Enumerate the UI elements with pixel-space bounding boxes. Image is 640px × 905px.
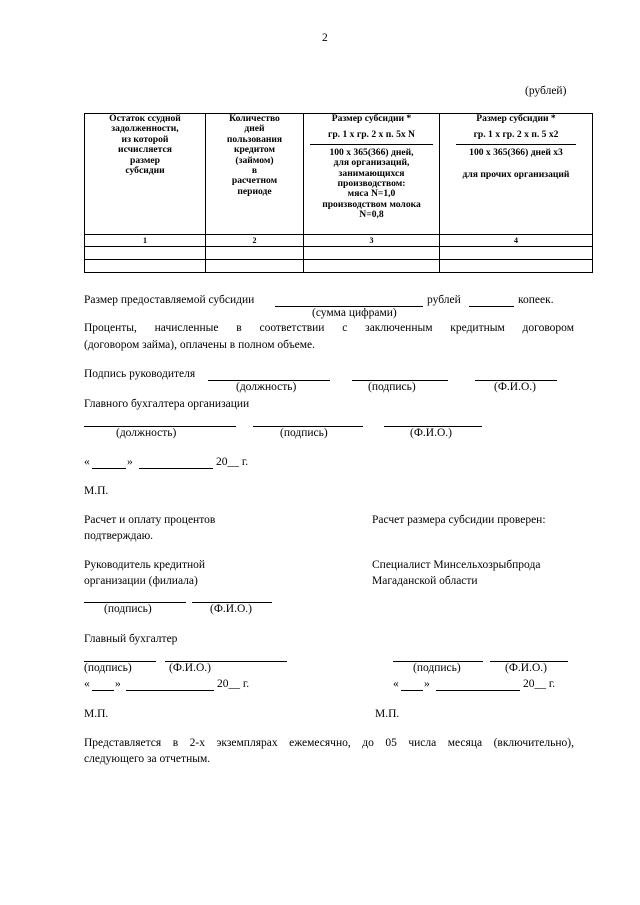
org-accountant-name-caption: (Ф.И.О.) [410, 427, 452, 439]
page-number: 2 [322, 32, 328, 44]
interest-paragraph-line-1: Проценты, начисленные в соответствии с заключенным кредитным договором [84, 322, 574, 334]
kopecks-label: копеек. [518, 294, 554, 306]
bank-accountant-signature-caption: (подпись) [84, 662, 132, 674]
kopecks-field [469, 306, 514, 307]
head-name-caption: (Ф.И.О.) [494, 381, 536, 393]
org-accountant-label: Главного бухгалтера организации [84, 398, 250, 410]
fraction-line [310, 144, 433, 145]
right-date-year: 20__ г. [523, 678, 556, 690]
units-label: (рублей) [525, 85, 567, 97]
sum-caption: (сумма цифрами) [312, 307, 397, 319]
fraction-line [456, 144, 576, 145]
subsidy-label: Размер предоставляемой субсидии [84, 294, 255, 306]
bank-accountant-label: Главный бухгалтер [84, 633, 178, 645]
footer-line-2: следующего за отчетным. [84, 753, 211, 765]
header-col-3: Размер субсидии * гр. 1 х гр. 2 х п. 5х N 100 х 365(366) дней, для организаций, занимающихся производством: мяса N=1,0 производством молока N=0,8 [304, 114, 440, 235]
left-date-year: 20__ г. [217, 678, 250, 690]
header-col-4: Размер субсидии * гр. 1 х гр. 2 х п. 5 х2 100 х 365(366) дней х3 для прочих организаций [440, 114, 593, 235]
subsidy-table [84, 113, 593, 273]
date-open-quote: « [84, 456, 90, 468]
date-month-field [139, 468, 213, 469]
head-signature-label: Подпись руководителя [84, 368, 196, 380]
right-date-day-field [401, 690, 423, 691]
right-date-open: « [393, 678, 399, 690]
rubles-label: рублей [427, 294, 461, 306]
left-date-open: « [84, 678, 90, 690]
confirm-line-1: Расчет и оплату процентов [84, 514, 216, 526]
bank-head-line-2: организации (филиала) [84, 575, 198, 587]
column-number-row: 1 2 3 4 [85, 235, 593, 247]
table-row [85, 260, 593, 273]
bank-accountant-name-caption: (Ф.И.О.) [169, 662, 211, 674]
bank-head-name-caption: (Ф.И.О.) [210, 603, 252, 615]
table-header-row [85, 114, 593, 235]
org-accountant-signature-caption: (подпись) [280, 427, 328, 439]
right-date-close: » [424, 678, 430, 690]
interest-paragraph-line-2: (договором займа), оплачены в полном объеме. [84, 339, 316, 351]
date-year: 20__ г. [216, 456, 249, 468]
specialist-signature-caption: (подпись) [413, 662, 461, 674]
specialist-line-2: Магаданской области [372, 575, 478, 587]
confirm-line-2: подтверждаю. [84, 530, 154, 542]
footer-line-1: Представляется в 2-х экземплярах ежемесячно, до 05 числа месяца (включительно), [84, 737, 574, 749]
bank-head-signature-caption: (подпись) [104, 603, 152, 615]
header-col-2: Количество дней пользования кредитом (займом) в расчетном периоде [206, 114, 304, 235]
date-day-field [92, 468, 126, 469]
stamp-label: М.П. [84, 485, 109, 497]
head-signature-caption: (подпись) [368, 381, 416, 393]
org-accountant-position-caption: (должность) [116, 427, 177, 439]
right-date-month-field [436, 690, 520, 691]
header-col-1: Остаток ссудной задолженности, из которой исчисляется размер субсидии [85, 114, 206, 235]
specialist-name-caption: (Ф.И.О.) [505, 662, 547, 674]
date-close-quote: » [127, 456, 133, 468]
left-date-day-field [92, 690, 114, 691]
bank-head-line-1: Руководитель кредитной [84, 559, 206, 571]
left-date-month-field [126, 690, 214, 691]
checked-label: Расчет размера субсидии проверен: [372, 514, 546, 526]
table-row [85, 247, 593, 260]
specialist-line-1: Специалист Минсельхозрыбпрода [372, 559, 541, 571]
left-stamp: М.П. [84, 708, 109, 720]
right-stamp: М.П. [375, 708, 400, 720]
left-date-close: » [115, 678, 121, 690]
head-position-caption: (должность) [236, 381, 297, 393]
